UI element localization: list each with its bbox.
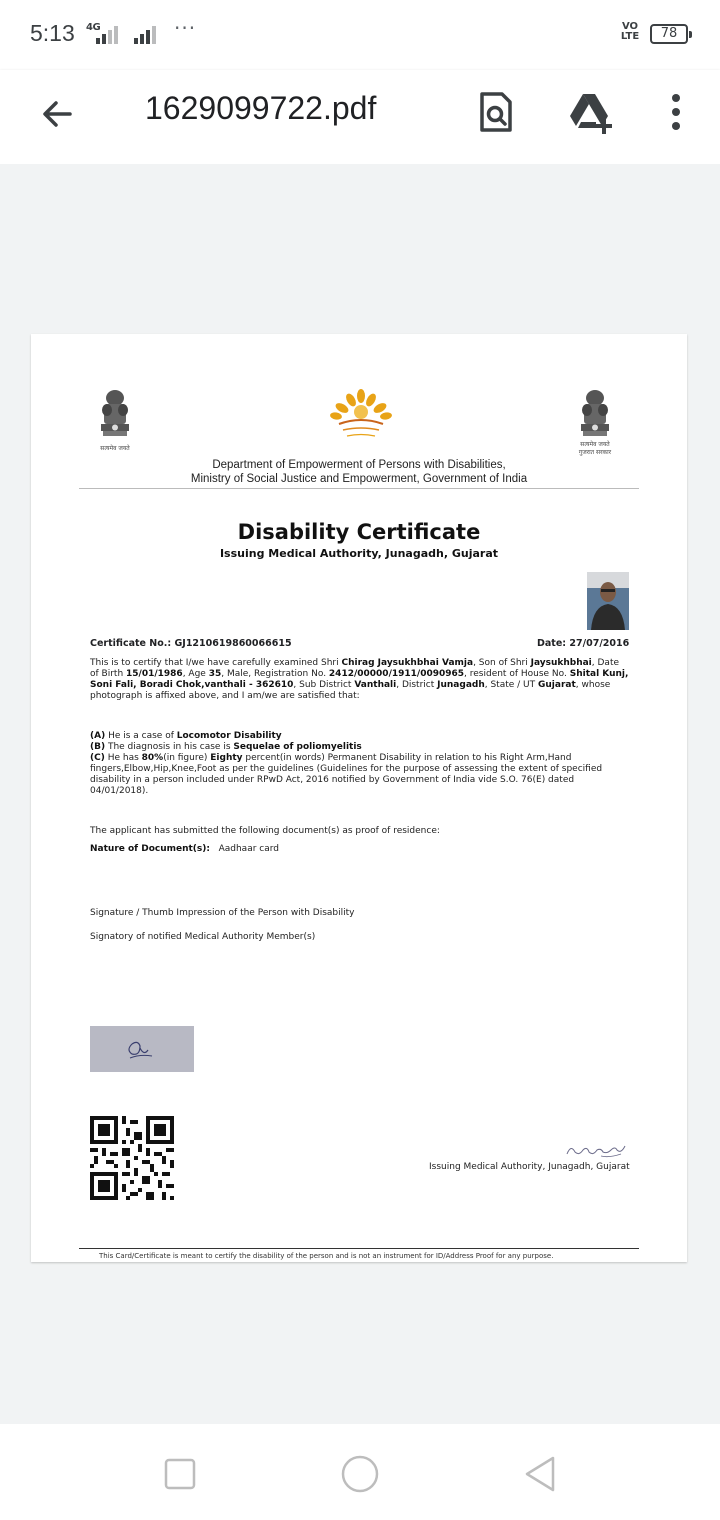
text: , Male, Registration No. (221, 669, 329, 679)
footer-divider (79, 1248, 639, 1249)
disability-type: Locomotor Disability (176, 731, 282, 741)
text: , State / UT (484, 680, 538, 690)
point-label: (B) (90, 742, 106, 752)
ministry-line: Ministry of Social Justice and Empowerment, Government of India (190, 473, 528, 485)
circle-home-icon[interactable] (338, 1452, 382, 1496)
district: Junagadh (437, 680, 485, 690)
arrow-left-icon[interactable] (36, 92, 80, 136)
certificate-number-label: Certificate No.: (90, 638, 172, 649)
disability-percent: 80% (141, 753, 164, 763)
certificate-date (537, 638, 629, 649)
text: , Age (182, 669, 209, 679)
point-c (90, 753, 630, 797)
department-line: Department of Empowerment of Persons with Disabilities, (212, 459, 506, 471)
disability-percent-words: Eighty (210, 753, 243, 763)
department-heading (31, 458, 687, 486)
applicant-photo (587, 572, 629, 630)
square-recents-icon[interactable] (160, 1454, 200, 1494)
age: 35 (208, 669, 222, 679)
certificate-intro (90, 658, 630, 702)
nature-value: Aadhaar card (218, 844, 279, 854)
text: , Date of Birth (90, 658, 620, 679)
text: This is to certify that I/we have carefully examined Shri (90, 658, 342, 668)
header-divider (79, 488, 639, 489)
state: Gujarat (538, 680, 576, 690)
document-title: 1629099722.pdf (145, 90, 377, 126)
pdf-page (31, 334, 687, 1262)
text: The diagnosis in his case is (105, 742, 234, 752)
issuing-authority: Issuing Medical Authority, Junagadh, Gujarat (429, 1162, 630, 1172)
status-time: 5:13 (30, 20, 75, 46)
certificate-title: Disability Certificate (237, 520, 481, 544)
sub-district: Vanthali (354, 680, 397, 690)
residence-proof-text: The applicant has submitted the following document(s) as proof of residence: (90, 826, 440, 836)
more-notifications-icon: ··· (174, 16, 197, 40)
text: , resident of House No. (464, 669, 570, 679)
certificate-number-value: GJ1210619860066615 (174, 638, 292, 649)
certificate-number (90, 638, 292, 649)
text: , District (396, 680, 438, 690)
sugamya-logo-icon (329, 386, 393, 444)
point-b (90, 742, 630, 753)
signature-caption: Signature / Thumb Impression of the Person with Disability (90, 908, 355, 918)
address: Shital Kunj, Soni Fali, Boradi Chok,vanthali - 362610 (90, 669, 629, 690)
emblem-caption: सत्यमेव जयते (100, 445, 130, 452)
text: percent(in words) Permanent Disability in relation to his Right Arm,Hand fingers,Elbow,Hip,Knee,Foot as per the guidelines (Guidelines for the purpose of assessing the extent of specified disability in a person included under RPwD Act, 2016 notified by Government of India vide S.O. 76(E) dated 04/01/2018). (90, 753, 603, 796)
signal-icon (134, 24, 156, 44)
point-label: (A) (90, 731, 106, 741)
text: , whose photograph is affixed above, and I am/we are satisfied that: (90, 680, 611, 701)
point-label: (C) (90, 753, 105, 763)
text: He has (104, 753, 142, 763)
triangle-back-icon[interactable] (520, 1454, 560, 1494)
certificate-subtitle: Issuing Medical Authority, Junagadh, Gujarat (219, 547, 499, 560)
file-search-icon[interactable] (472, 88, 520, 136)
text: He is a case of (105, 731, 177, 741)
add-to-drive-icon[interactable] (566, 88, 614, 136)
battery-icon (650, 24, 688, 44)
nature-label: Nature of Document(s): (90, 844, 210, 854)
emblem-caption: सत्यमेव जयते (580, 441, 610, 448)
pdf-viewer[interactable] (0, 164, 720, 1424)
volte-icon: VO LTE (620, 21, 640, 42)
battery-level: 78 (660, 26, 678, 41)
applicant-signature (90, 1026, 194, 1072)
national-emblem-icon (95, 388, 135, 450)
footer-disclaimer: This Card/Certificate is meant to certify the disability of the person and is not an instrument for ID/Address Proof for any purpose. (99, 1252, 554, 1260)
nature-of-document (90, 844, 630, 855)
father-name: Jaysukhbhai (530, 658, 592, 668)
text: , Son of Shri (473, 658, 531, 668)
registration-number: 2412/00000/1911/0090965 (328, 669, 465, 679)
more-vert-icon[interactable] (652, 88, 700, 136)
network-type: 4G (86, 22, 101, 33)
system-nav-bar (0, 1424, 720, 1520)
authority-signature (561, 1138, 631, 1162)
status-bar (0, 0, 720, 70)
signatory-caption: Signatory of notified Medical Authority Member(s) (90, 932, 316, 942)
text: (in figure) (163, 753, 211, 763)
date-value: 27/07/2016 (569, 638, 630, 649)
signal-icon (96, 24, 118, 44)
emblem-caption: गुजरात सरकार (578, 449, 612, 456)
applicant-name: Chirag Jaysukhbhai Vamja (341, 658, 474, 668)
app-toolbar (0, 70, 720, 164)
diagnosis: Sequelae of poliomyelitis (233, 742, 362, 752)
date-of-birth: 15/01/1986 (126, 669, 183, 679)
date-label: Date: (537, 638, 567, 649)
point-a (90, 731, 630, 742)
text: , Sub District (293, 680, 355, 690)
qr-code (90, 1116, 174, 1200)
